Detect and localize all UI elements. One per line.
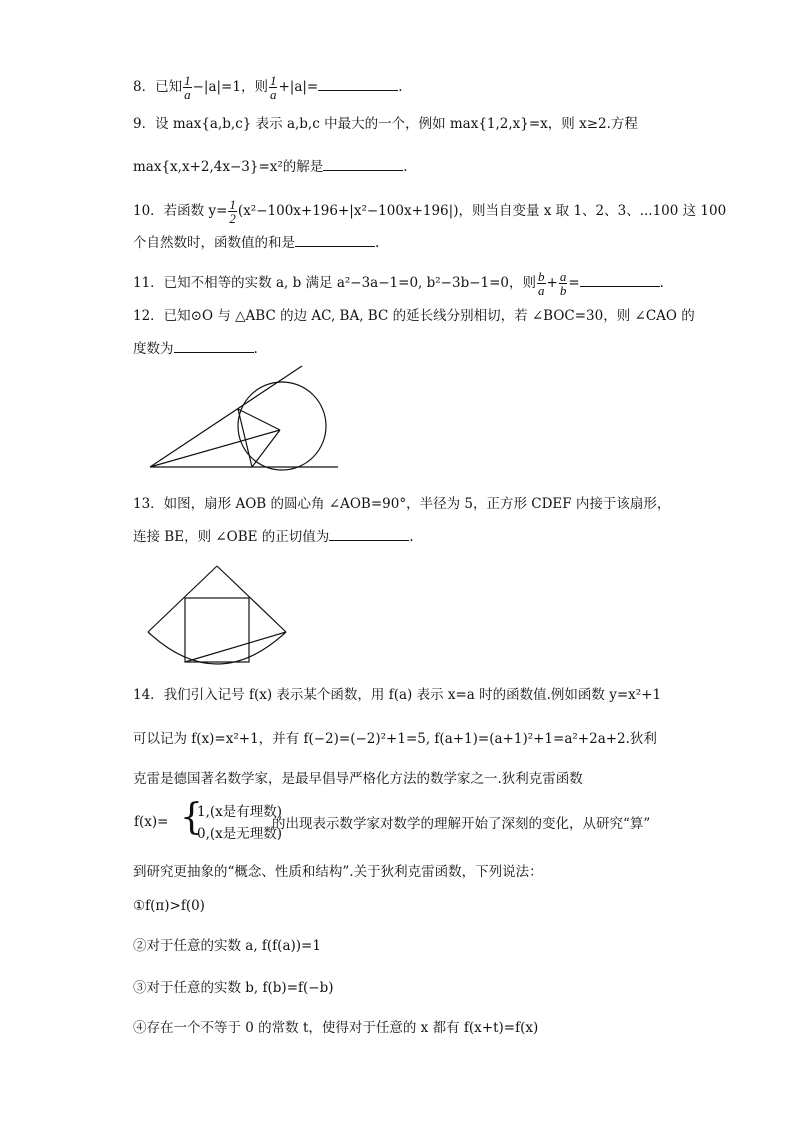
question-14-line3: 克雷是德国著名数学家，是最早倡导严格化方法的数学家之一.狄利克雷函数 <box>133 771 583 787</box>
line-ba-extended <box>150 366 302 467</box>
q9-equation: max{x,x+2,4x−3}=x² <box>133 159 283 175</box>
answer-blank[interactable] <box>174 338 254 353</box>
question-10-line1: 10．若函数 y= $\frac{1}{2}$ (x²−100x+196+|x²−100x+196|)，则当自变量 x 取 1、2、3、...100 这 100 <box>133 197 727 226</box>
segment-be <box>185 632 286 662</box>
question-13-line1: 13．如图，扇形 AOB 的圆心角 ∠AOB=90°，半径为 5，正方形 CDEF 内接于该扇形， <box>133 496 671 512</box>
question-12-line1: 12．已知⊙O 与 △ABC 的边 AC, BA, BC 的延长线分别相切，若 ∠BOC=30，则 ∠CAO 的 <box>133 308 695 324</box>
q8-mid2: +|a|= <box>278 79 319 95</box>
q11-fraction-2: $\frac{a}{b}$ <box>559 269 567 298</box>
figure-13-sector-square <box>130 548 320 680</box>
question-14-line2: 可以记为 f(x)=x²+1，并有 f(−2)=(−2)²+1=5, f(a+1)=(a+1)²+1=a²+2a+2.狄利 <box>133 731 657 747</box>
q11-fraction-1: $\frac{b}{a}$ <box>538 269 545 298</box>
question-13-line2: 连接 BE，则 ∠OBE 的正切值为 . <box>133 526 414 547</box>
question-14-line1: 14．我们引入记号 f(x) 表示某个函数，用 f(a) 表示 x=a 时的函数值.例如函数 y=x²+1 <box>133 687 662 703</box>
arc-ab <box>148 632 286 664</box>
question-14-line4-rest: 的出现表示数学家对数学的理解开始了深刻的变化，从研究“算” <box>272 816 651 832</box>
answer-blank[interactable] <box>323 156 403 171</box>
question-14-line5: 到研究更抽象的“概念、性质和结构”.关于狄利克雷函数，下列说法： <box>133 864 543 880</box>
question-9-line1: 9．设 max{a,b,c} 表示 a,b,c 中最大的一个，例如 max{1,2,x}=x，则 x≥2.方程 <box>133 116 638 132</box>
line-bo <box>150 430 280 467</box>
piecewise-case-1: 1,(x是有理数) <box>197 804 283 820</box>
piecewise-lhs: f(x)= <box>134 814 169 830</box>
option-4: ④存在一个不等于 0 的常数 t，使得对于任意的 x 都有 f(x+t)=f(x) <box>133 1020 539 1036</box>
line-ao <box>238 409 280 430</box>
circle-o <box>238 382 326 470</box>
option-3: ③对于任意的实数 b, f(b)=f(−b) <box>133 980 334 996</box>
question-12-line2: 度数为 . <box>133 338 258 359</box>
q8-prefix: 8．已知 <box>133 79 183 95</box>
piecewise-case-2: 0,(x是无理数) <box>197 826 283 842</box>
q8-fraction-2: $\frac{1}{a}$ <box>269 73 277 102</box>
q8-fraction: $\frac{1}{a}$ <box>184 73 191 102</box>
question-8: 8．已知 $\frac{1}{a}$ −|a|=1，则 $\frac{1}{a}$ +|a|= . <box>133 73 403 102</box>
q10-fraction: $\frac{1}{2}$ <box>229 197 236 226</box>
figure-12-circle-triangle <box>130 360 350 480</box>
answer-blank[interactable] <box>329 526 409 541</box>
answer-blank[interactable] <box>580 272 660 287</box>
line-co <box>252 430 280 467</box>
option-1: ①f(π)>f(0) <box>133 898 205 914</box>
answer-blank[interactable] <box>318 76 398 91</box>
question-9-line2: max{x,x+2,4x−3}=x²的解是 . <box>133 156 408 177</box>
radius-oa <box>148 566 217 632</box>
answer-blank[interactable] <box>295 232 375 247</box>
radius-ob <box>217 566 286 632</box>
piecewise-brace: { <box>180 797 203 838</box>
question-10-line2: 个自然数时，函数值的和是 . <box>133 232 379 253</box>
option-2: ②对于任意的实数 a, f(f(a))=1 <box>133 938 321 954</box>
q8-mid: −|a|=1，则 <box>192 79 268 95</box>
question-11: 11．已知不相等的实数 a, b 满足 a²−3a−1=0, b²−3b−1=0，则 $\frac{b}{a}$ + $\frac{a}{b}$ = . <box>133 269 664 298</box>
